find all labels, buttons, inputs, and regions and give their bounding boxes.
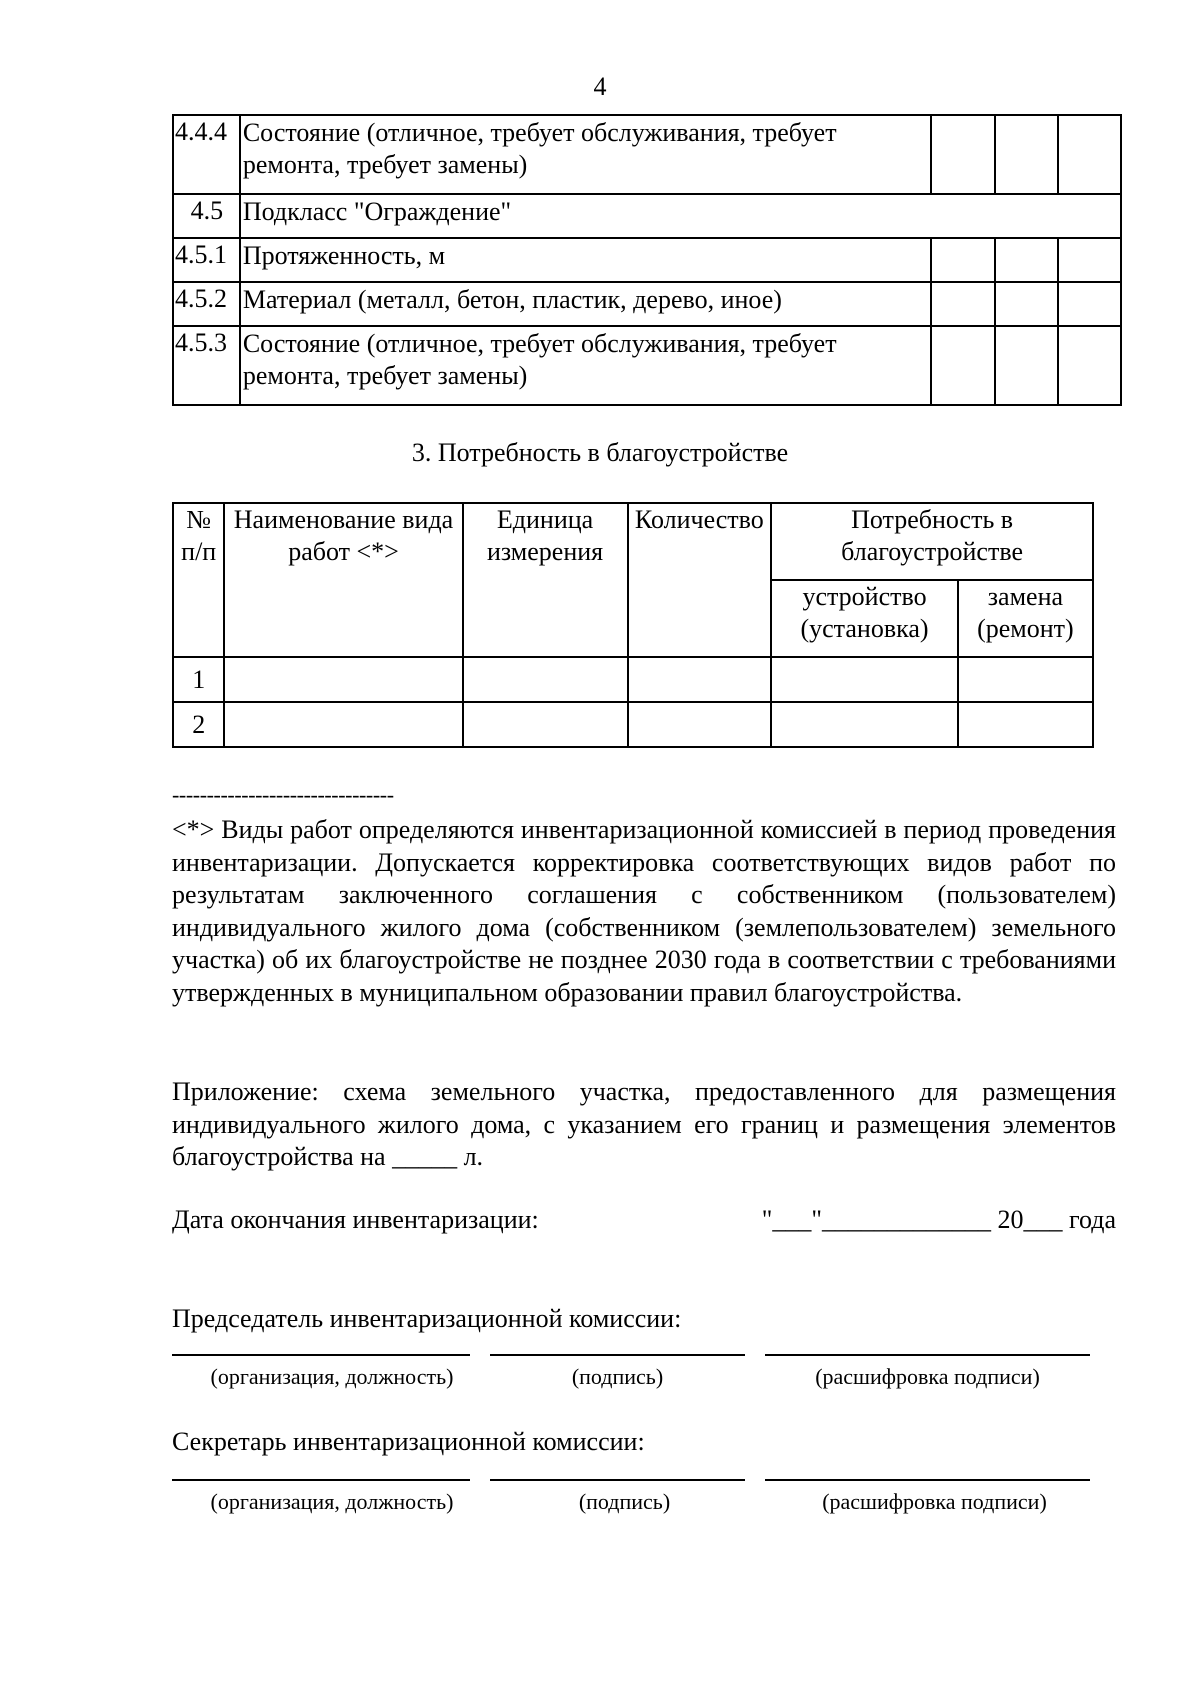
signature-line <box>172 1479 470 1481</box>
improvement-needs-table <box>172 502 1094 748</box>
signature-line <box>490 1354 745 1356</box>
footnote-separator: -------------------------------- <box>172 782 394 807</box>
blank-cell <box>958 657 1093 702</box>
header-replace: замена (ремонт) <box>958 580 1093 657</box>
completion-date-value: "___"_____________ 20___ года <box>761 1205 1116 1234</box>
blank-cell <box>958 702 1093 747</box>
table-row <box>173 702 1093 747</box>
blank-cell <box>628 702 772 747</box>
blank-cell <box>995 282 1058 326</box>
row-number: 1 <box>173 657 224 702</box>
table-row <box>173 657 1093 702</box>
signature-line <box>490 1479 745 1481</box>
row-number: 4.5 <box>173 194 240 238</box>
footnote-text: <*> Виды работ определяются инвентаризационной комиссией в период проведения инвентаризации. Допускается корректировка соответствующих видов работ по результатам заключенного соглашения с собственником (пользователем) индивидуального жилого дома (собственником (землепользователем) земельного участка) об их благоустройстве не позднее 2030 года в соответствии с требованиями утвержденных в муниципальном образовании правил благоустройства. <box>172 815 1116 1007</box>
row-number: 4.4.4 <box>173 115 240 194</box>
blank-cell <box>1058 326 1121 405</box>
row-description: Состояние (отличное, требует обслуживания, требует ремонта, требует замены) <box>240 326 932 405</box>
signature-line <box>765 1354 1090 1356</box>
blank-cell <box>463 702 628 747</box>
inventory-table-continued <box>172 114 1122 406</box>
blank-cell <box>1058 282 1121 326</box>
row-description: Материал (металл, бетон, пластик, дерево, иное) <box>240 282 932 326</box>
header-need: Потребность в благоустройстве <box>771 503 1093 580</box>
blank-cell <box>771 657 958 702</box>
header-quantity: Количество <box>628 503 772 657</box>
header-number: № п/п <box>173 503 224 657</box>
table-row <box>173 326 1121 405</box>
signature-line <box>765 1479 1090 1481</box>
row-number: 2 <box>173 702 224 747</box>
section-title: 3. Потребность в благоустройстве <box>411 438 789 467</box>
blank-cell <box>995 115 1058 194</box>
blank-cell <box>224 657 462 702</box>
signature-caption: (расшифровка подписи) <box>822 1489 1047 1514</box>
blank-cell <box>1058 238 1121 282</box>
blank-cell <box>224 702 462 747</box>
header-work-type: Наименование вида работ <*> <box>224 503 462 657</box>
subclass-heading: Подкласс "Ограждение" <box>240 194 1121 238</box>
completion-date-label: Дата окончания инвентаризации: <box>172 1205 539 1234</box>
blank-cell <box>931 326 994 405</box>
table-row <box>173 115 1121 194</box>
blank-cell <box>1058 115 1121 194</box>
signature-caption: (организация, должность) <box>210 1364 454 1389</box>
signature-caption: (подпись) <box>571 1364 664 1389</box>
header-row <box>173 503 1093 580</box>
blank-cell <box>931 282 994 326</box>
table-row <box>173 194 1121 238</box>
row-number: 4.5.3 <box>173 326 240 405</box>
row-description: Протяженность, м <box>240 238 932 282</box>
blank-cell <box>771 702 958 747</box>
row-description: Состояние (отличное, требует обслуживания, требует ремонта, требует замены) <box>240 115 932 194</box>
blank-cell <box>628 657 772 702</box>
appendix-text: Приложение: схема земельного участка, предоставленного для размещения индивидуального жилого дома, с указанием его границ и размещения элементов благоустройства на _____ л. <box>172 1077 1116 1171</box>
header-unit: Единица измерения <box>463 503 628 657</box>
table-row <box>173 282 1121 326</box>
blank-cell <box>995 238 1058 282</box>
header-install: устройство (установка) <box>771 580 958 657</box>
row-number: 4.5.2 <box>173 282 240 326</box>
blank-cell <box>463 657 628 702</box>
blank-cell <box>931 115 994 194</box>
secretary-title: Секретарь инвентаризационной комиссии: <box>172 1427 645 1456</box>
signature-caption: (организация, должность) <box>210 1489 454 1514</box>
signature-line <box>172 1354 470 1356</box>
page-number: 4 <box>593 72 607 101</box>
chairman-title: Председатель инвентаризационной комиссии: <box>172 1304 682 1333</box>
blank-cell <box>931 238 994 282</box>
blank-cell <box>995 326 1058 405</box>
table-row <box>173 238 1121 282</box>
signature-caption: (расшифровка подписи) <box>815 1364 1040 1389</box>
row-number: 4.5.1 <box>173 238 240 282</box>
signature-caption: (подпись) <box>578 1489 671 1514</box>
